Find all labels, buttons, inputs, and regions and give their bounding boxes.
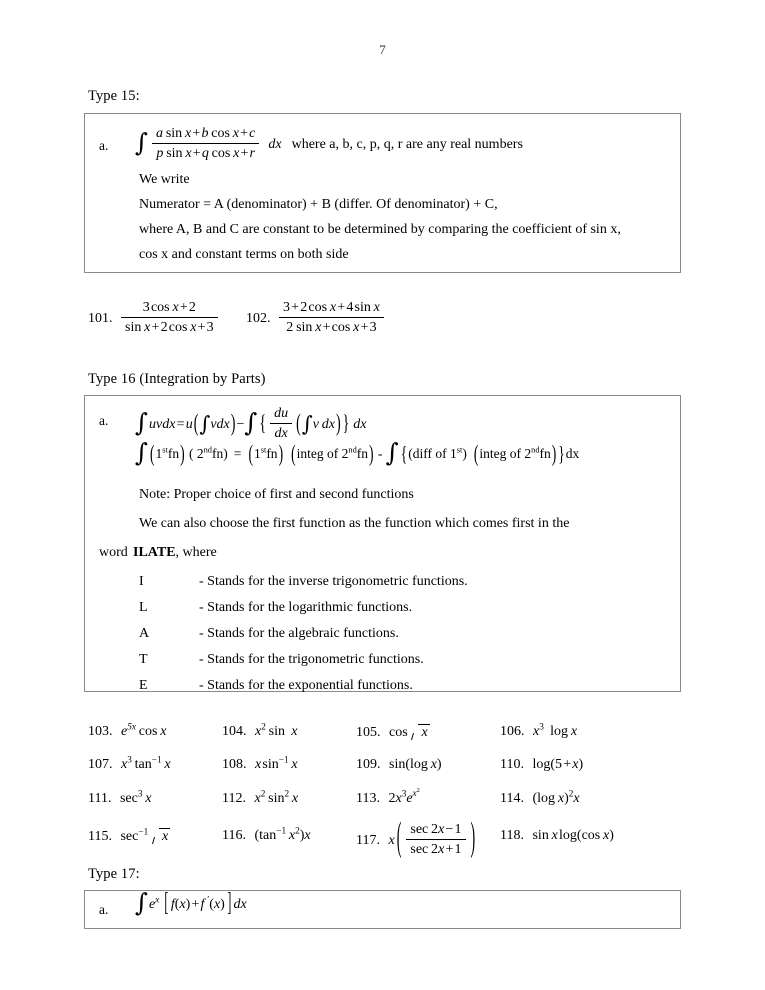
integral-sign-icon: ∫ <box>135 407 149 437</box>
integral-sign-icon: ∫ <box>301 411 313 436</box>
problem-117-expression: x ( $\frac{\sec 2x - 1}{\sec 2x + 1}$ ) <box>388 833 477 848</box>
formula-integration-by-parts-words: ∫ (1stfn) ( 2ndfn) = (1stfn) (integ of 2ndfn) - ∫ {(diff of 1st) (integ of 2ndfn) }dx <box>135 438 580 467</box>
problem-118 <box>500 828 614 844</box>
type15-line-4: cos x and constant terms on both side <box>139 247 349 262</box>
problem-110-expression: log(5 + x) <box>532 757 584 772</box>
problem-105 <box>356 724 429 741</box>
formula-note-type15: where a, b, c, p, q, r are any real numbers <box>291 136 523 152</box>
problem-115-number: 115. <box>88 829 112 844</box>
problem-111 <box>88 788 152 807</box>
problem-103 <box>88 721 167 740</box>
problem-103-number: 103. <box>88 724 113 739</box>
left-paren: ( <box>150 439 155 467</box>
problem-112 <box>222 788 299 807</box>
word-label: word <box>99 545 128 560</box>
problem-106-number: 106. <box>500 724 525 739</box>
problem-115-expression: $\sec^{-1} x$ <box>120 826 169 844</box>
fraction-denominator: p sin x + q cos x + r <box>156 146 255 162</box>
problem-111-number: 111. <box>88 791 112 806</box>
problem-112-expression: $x^2$ $\sin^2 x$ <box>254 788 299 806</box>
heading-type-15: Type 15: <box>88 88 140 104</box>
integral-sign-icon: ∫ <box>199 411 211 436</box>
problem-101-denominator: sin x + 2 cos x + 3 <box>125 320 214 336</box>
panel-type-15 <box>84 113 681 273</box>
formula-type-17: $\int e^x$ [ f(x) + f ′(x) ] dx <box>135 888 247 919</box>
integral-sign-icon: ∫ <box>135 438 149 467</box>
formula-type-15 <box>135 126 523 163</box>
right-paren: ) <box>470 817 476 861</box>
page-number: 7 <box>379 42 386 57</box>
problem-118-number: 118. <box>500 828 524 843</box>
ilate-letter-i: I <box>139 574 144 589</box>
problem-105-expression: cos x <box>389 725 428 740</box>
problem-109-expression: sin(log x) <box>389 757 442 772</box>
problem-108-number: 108. <box>222 757 247 772</box>
left-bracket: [ <box>164 889 169 919</box>
problem-101-fraction <box>121 299 218 336</box>
ilate-text-e: - Stands for the exponential functions. <box>199 678 413 693</box>
problem-117 <box>356 817 477 861</box>
problem-111-expression: $\sec^3 x$ <box>119 788 152 806</box>
right-paren: ) <box>551 439 557 467</box>
type15-line-2: Numerator = A (denominator) + B (differ. Of denominator) + C, <box>139 197 498 212</box>
integral-sign-icon: ∫ <box>135 127 149 157</box>
problem-117-fraction <box>406 821 465 858</box>
right-paren: ) <box>369 439 374 467</box>
item-label-a-type16: a. <box>99 413 109 428</box>
ilate-letter-e: E <box>139 678 148 693</box>
where-label: , where <box>175 545 217 560</box>
type16-choose-line: We can also choose the first function as the function which comes first in the <box>139 516 570 531</box>
problem-108 <box>222 754 298 773</box>
heading-type-16: Type 16 (Integration by Parts) <box>88 371 266 387</box>
problem-113-expression: $2x^3e^{x^2}$ <box>388 787 420 806</box>
problem-102-numerator: 3 + 2 cos x + 4 sin x <box>279 299 384 318</box>
du-dx-fraction: $\frac{du}{dx}$ <box>270 405 292 442</box>
right-brace: } <box>342 411 350 436</box>
item-label-a-type15: a. <box>99 138 109 153</box>
problem-107-number: 107. <box>88 757 113 772</box>
problem-117-denominator: sec 2x + 1 <box>410 842 462 858</box>
left-brace: { <box>400 441 408 466</box>
problem-105-number: 105. <box>356 725 381 740</box>
right-brace: } <box>558 441 565 466</box>
panel-type-16 <box>84 395 681 692</box>
problem-110 <box>500 757 583 773</box>
problem-102-denominator: 2 sin x + cos x + 3 <box>286 320 377 336</box>
problem-110-number: 110. <box>500 757 524 772</box>
dx-token: dx <box>268 136 282 152</box>
problem-102-number: 102. <box>246 310 271 326</box>
panel-type-17 <box>84 890 681 929</box>
problem-102 <box>246 300 387 337</box>
problem-114 <box>500 788 580 807</box>
problem-116-number: 116. <box>222 828 246 843</box>
ilate-letter-a: A <box>139 626 150 641</box>
problem-109-number: 109. <box>356 757 381 772</box>
problem-106 <box>500 721 578 740</box>
integrand-fraction <box>152 125 259 162</box>
problem-114-expression: (log x)$^2$x <box>532 788 580 806</box>
problem-117-number: 117. <box>356 832 380 848</box>
fraction-numerator: a sin x + b cos x + c <box>152 125 259 144</box>
left-paren: ( <box>248 439 253 467</box>
formula-integration-by-parts: ∫uvdx = u(∫vdx)−∫ { $\frac{du}{dx}$ (∫v dx) } dx <box>135 406 367 442</box>
problem-104-expression: $x^2$ sin x <box>255 721 298 739</box>
item-label-a-type17: a. <box>99 902 109 917</box>
type15-line-3: where A, B and C are constant to be determined by comparing the coefficient of sin x, <box>139 222 621 237</box>
heading-type-17: Type 17: <box>88 866 140 882</box>
right-paren: ) <box>335 410 341 437</box>
left-paren: ( <box>296 410 301 437</box>
acronym-ilate: ILATE <box>133 545 176 560</box>
ilate-text-t: - Stands for the trigonometric functions. <box>199 652 424 667</box>
problem-116 <box>222 825 311 844</box>
left-brace: { <box>259 411 267 436</box>
problem-115 <box>88 828 169 845</box>
left-paren: ( <box>193 410 199 437</box>
problem-107 <box>88 754 171 773</box>
problem-114-number: 114. <box>500 791 524 806</box>
right-bracket: ] <box>227 889 232 919</box>
left-paren: ( <box>291 439 296 467</box>
type16-word-ilate-line <box>85 545 217 561</box>
ilate-letter-t: T <box>139 652 148 667</box>
left-paren: ( <box>473 439 479 467</box>
problem-101-numerator: 3 cos x + 2 <box>121 299 218 318</box>
problem-103-expression: $e^{5x}$ cos x <box>121 721 167 739</box>
ilate-text-i: - Stands for the inverse trigonometric functions. <box>199 574 468 589</box>
problem-101 <box>88 300 221 337</box>
problem-112-number: 112. <box>222 791 246 806</box>
problem-106-expression: $x^3$ log x <box>533 721 578 739</box>
problem-118-expression: sin x log(cos x) <box>532 828 614 843</box>
problem-107-expression: $x^3$ $\tan^{-1} x$ <box>121 754 171 772</box>
integral-sign-icon: ∫ <box>244 407 258 437</box>
problem-116-expression: ($\tan^{-1}$ $x^2)x$ <box>254 825 311 843</box>
ilate-text-l: - Stands for the logarithmic functions. <box>199 600 413 615</box>
problem-113-number: 113. <box>356 791 380 806</box>
sqrt-icon: x <box>411 724 428 741</box>
problem-108-expression: x $\sin^{-1} x$ <box>255 754 298 772</box>
right-paren: ) <box>278 439 284 467</box>
problem-104 <box>222 721 298 740</box>
problem-102-fraction <box>279 299 384 336</box>
integral-sign-icon: ∫ <box>385 438 399 467</box>
problem-104-number: 104. <box>222 724 247 739</box>
problem-117-numerator: sec 2x − 1 <box>406 821 465 840</box>
problem-101-number: 101. <box>88 310 113 326</box>
ilate-letter-l: L <box>139 600 148 615</box>
ilate-text-a: - Stands for the algebraic functions. <box>199 626 399 641</box>
right-paren: ) <box>180 439 185 467</box>
left-paren: ( <box>396 817 402 861</box>
sqrt-icon: x <box>152 828 169 845</box>
type16-note-line: Note: Proper choice of first and second functions <box>139 487 414 502</box>
problem-109 <box>356 757 442 773</box>
integral-sign-icon: ∫ <box>135 888 149 917</box>
type15-line-1: We write <box>139 172 190 187</box>
problem-113 <box>356 787 420 807</box>
right-paren: ) <box>230 410 236 437</box>
